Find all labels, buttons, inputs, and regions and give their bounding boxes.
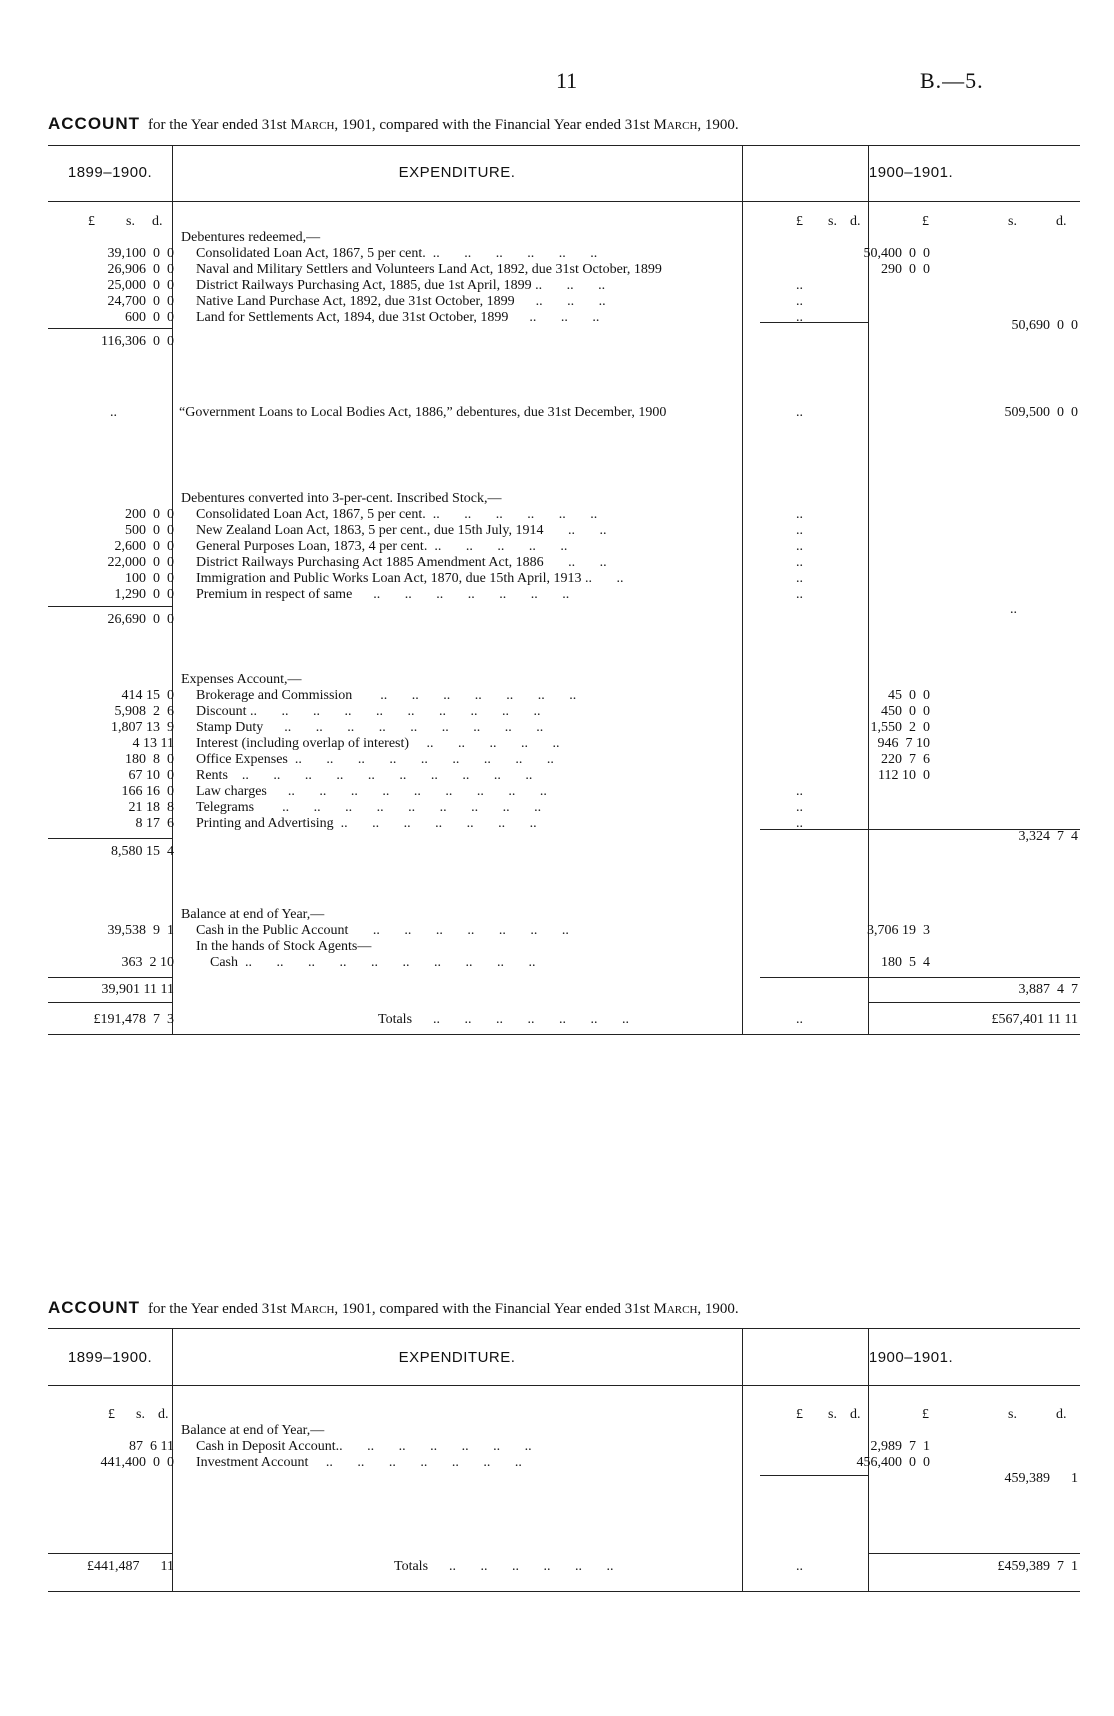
prev-amount: 26,906 0 0	[107, 262, 174, 277]
row-description: District Railways Purchasing Act, 1885, due 1st April, 1899 .. .. ..	[196, 278, 606, 293]
table-row	[48, 587, 1080, 603]
subtotal-row	[48, 318, 1080, 334]
curr-amount: ..	[796, 405, 803, 420]
prev-amount: 200 0 0	[125, 507, 174, 522]
account-table	[48, 145, 1080, 1035]
unit-pence: d.	[850, 1407, 861, 1422]
prev-amount: 25,000 0 0	[107, 278, 174, 293]
curr-amount: ..	[796, 1012, 803, 1027]
table-row	[48, 736, 1080, 752]
subtotal-rule	[48, 977, 172, 978]
prev-amount: 600 0 0	[125, 310, 174, 325]
section-heading	[48, 1423, 1080, 1439]
section-heading-text: Balance at end of Year,—	[181, 1423, 325, 1438]
account-title	[48, 1298, 739, 1318]
curr-amount: ..	[796, 278, 803, 293]
table-row	[48, 539, 1080, 555]
prev-amount: 1,807 13 9	[111, 720, 174, 735]
section-heading-text: Balance at end of Year,—	[181, 907, 325, 922]
unit-shilling: s.	[1008, 214, 1017, 229]
header-rule	[48, 201, 1080, 202]
table-row	[48, 939, 1080, 955]
table-row	[48, 784, 1080, 800]
title-text: for the Year ended 31st	[148, 1301, 291, 1317]
prev-amount: 441,400 0 0	[100, 1455, 174, 1470]
curr-amount: 2,989 7 1	[870, 1439, 930, 1454]
section-heading	[48, 491, 1080, 507]
table-row	[48, 262, 1080, 278]
row-description: Investment Account .. .. .. .. .. .. ..	[196, 1455, 522, 1470]
prev-amount: 4 13 11	[132, 736, 174, 751]
table-row	[48, 246, 1080, 262]
row-description: Consolidated Loan Act, 1867, 5 per cent. .. .. .. .. .. ..	[196, 246, 598, 261]
curr-subtotal: ..	[1010, 602, 1017, 617]
prev-amount: 67 10 0	[128, 768, 174, 783]
curr-amount: ..	[796, 555, 803, 570]
totals-label: Totals .. .. .. .. .. ..	[394, 1559, 614, 1574]
unit-shilling: s.	[136, 1407, 145, 1422]
curr-amount: ..	[796, 1559, 803, 1574]
row-description: Consolidated Loan Act, 1867, 5 per cent. .. .. .. .. .. ..	[196, 507, 598, 522]
prev-subtotal: 116,306 0 0	[101, 334, 174, 349]
page-reference: B.—5.	[920, 68, 984, 93]
curr-amount: ..	[796, 571, 803, 586]
column-header-curr: 1900–1901.	[868, 164, 954, 181]
curr-amount: ..	[796, 310, 803, 325]
curr-amount: 1,550 2 0	[870, 720, 930, 735]
account-table	[48, 1328, 1080, 1592]
section-heading	[48, 907, 1080, 923]
unit-pound: £	[796, 1407, 803, 1422]
totals-row	[48, 1559, 1080, 1575]
subtotal-row	[48, 829, 1080, 845]
totals-rule	[48, 1002, 172, 1003]
unit-pence: d.	[850, 214, 861, 229]
row-description: Printing and Advertising .. .. .. .. .. .. ..	[196, 816, 537, 831]
curr-amount: ..	[796, 523, 803, 538]
unit-pence: d.	[158, 1407, 169, 1422]
curr-grand-total: £567,401 11 11	[991, 1012, 1078, 1027]
row-description: Telegrams .. .. .. .. .. .. .. .. ..	[196, 800, 542, 815]
curr-amount: 50,400 0 0	[863, 246, 930, 261]
table-row	[48, 555, 1080, 571]
row-description: Native Land Purchase Act, 1892, due 31st October, 1899 .. .. ..	[196, 294, 606, 309]
totals-rule	[48, 1553, 172, 1554]
prev-amount: 5,908 2 6	[114, 704, 174, 719]
table-row	[48, 752, 1080, 768]
subtotal-row	[48, 1471, 1080, 1487]
curr-amount: 290 0 0	[881, 262, 930, 277]
table-row	[48, 955, 1080, 971]
prev-subtotal: 8,580 15 4	[111, 844, 174, 859]
unit-shilling: s.	[828, 1407, 837, 1422]
header-rule	[48, 1385, 1080, 1386]
curr-amount: ..	[796, 816, 803, 831]
curr-subtotal: 3,887 4 7	[1018, 982, 1078, 997]
title-text: , 1901, compared with the Financial Year ended 31st	[334, 117, 654, 133]
title-lead: ACCOUNT	[48, 1298, 140, 1317]
curr-subtotal: 459,389 1	[1004, 1471, 1078, 1486]
prev-amount: 21 18 8	[128, 800, 174, 815]
row-description: Stamp Duty .. .. .. .. .. .. .. .. ..	[196, 720, 544, 735]
table-row	[48, 704, 1080, 720]
curr-amount: 220 7 6	[881, 752, 930, 767]
title-month: March	[290, 117, 335, 133]
table-row	[48, 523, 1080, 539]
subtotal-row	[48, 334, 1080, 350]
prev-amount: 500 0 0	[125, 523, 174, 538]
title-lead: ACCOUNT	[48, 114, 140, 133]
curr-amount: ..	[796, 294, 803, 309]
section-heading-text: Debentures converted into 3-per-cent. Inscribed Stock,—	[181, 491, 502, 506]
curr-amount: 45 0 0	[888, 688, 930, 703]
prev-amount: 22,000 0 0	[107, 555, 174, 570]
column-header-curr: 1900–1901.	[868, 1349, 954, 1366]
table-row	[48, 571, 1080, 587]
subtotal-row	[48, 602, 1080, 618]
prev-amount: 414 15 0	[121, 688, 174, 703]
table-row	[48, 1439, 1080, 1455]
prev-amount: 24,700 0 0	[107, 294, 174, 309]
unit-shilling: s.	[828, 214, 837, 229]
curr-amount: 112 10 0	[878, 768, 930, 783]
column-header-prev: 1899–1900.	[67, 164, 153, 181]
prev-amount: 39,538 9 1	[107, 923, 174, 938]
unit-pence: d.	[152, 214, 163, 229]
title-month: March	[653, 117, 698, 133]
title-text: , 1901, compared with the Financial Year ended 31st	[334, 1301, 654, 1317]
totals-row	[48, 1012, 1080, 1028]
row-description: Rents .. .. .. .. .. .. .. .. .. ..	[196, 768, 533, 783]
prev-subtotal: 26,690 0 0	[107, 612, 174, 627]
prev-amount: 180 8 0	[125, 752, 174, 767]
curr-amount: ..	[796, 800, 803, 815]
curr-amount: 180 5 4	[881, 955, 930, 970]
row-description: “Government Loans to Local Bodies Act, 1886,” debentures, due 31st December, 1900	[179, 405, 667, 420]
curr-amount: 456,400 0 0	[856, 1455, 930, 1470]
row-description: In the hands of Stock Agents—	[196, 939, 372, 954]
title-text: , 1900.	[697, 117, 739, 133]
totals-rule	[868, 1553, 1080, 1554]
prev-subtotal: 39,901 11 11	[101, 982, 174, 997]
table-row	[48, 507, 1080, 523]
curr-subtotal: 509,500 0 0	[1004, 405, 1078, 420]
table-row	[48, 800, 1080, 816]
unit-pound: £	[88, 214, 95, 229]
table-row	[48, 405, 1080, 421]
column-header-expenditure: EXPENDITURE.	[398, 164, 516, 181]
section-heading	[48, 230, 1080, 246]
row-description: Land for Settlements Act, 1894, due 31st October, 1899 .. .. ..	[196, 310, 600, 325]
table-row	[48, 688, 1080, 704]
curr-amount: ..	[796, 784, 803, 799]
section-heading-text: Debentures redeemed,—	[181, 230, 321, 245]
curr-amount: 450 0 0	[881, 704, 930, 719]
subtotal-row	[48, 844, 1080, 860]
row-description: Interest (including overlap of interest) .. .. .. .. ..	[196, 736, 560, 751]
table-row	[48, 278, 1080, 294]
unit-pound: £	[922, 214, 929, 229]
table-row	[48, 1455, 1080, 1471]
prev-amount: 39,100 0 0	[107, 246, 174, 261]
section-heading	[48, 672, 1080, 688]
curr-amount: ..	[796, 587, 803, 602]
prev-amount: ..	[110, 405, 117, 420]
curr-amount: ..	[796, 507, 803, 522]
prev-grand-total: £191,478 7 3	[93, 1012, 174, 1027]
totals-label: Totals .. .. .. .. .. .. ..	[378, 1012, 630, 1027]
unit-pence: d.	[1056, 214, 1067, 229]
unit-pound: £	[108, 1407, 115, 1422]
prev-amount: 87 6 11	[129, 1439, 174, 1454]
prev-amount: 363 2 10	[121, 955, 174, 970]
row-description: New Zealand Loan Act, 1863, 5 per cent., due 15th July, 1914 .. ..	[196, 523, 607, 538]
row-description: Discount .. .. .. .. .. .. .. .. .. ..	[196, 704, 541, 719]
table-row	[48, 923, 1080, 939]
prev-amount: 2,600 0 0	[114, 539, 174, 554]
row-description: General Purposes Loan, 1873, 4 per cent. .. .. .. .. ..	[196, 539, 568, 554]
title-month: March	[653, 1301, 698, 1317]
curr-amount: 3,706 19 3	[867, 923, 930, 938]
subtotal-rule	[760, 977, 1080, 978]
prev-amount: 1,290 0 0	[114, 587, 174, 602]
prev-amount: 166 16 0	[121, 784, 174, 799]
title-month: March	[290, 1301, 335, 1317]
page-header	[0, 68, 1114, 96]
row-description: Cash in Deposit Account.. .. .. .. .. .. ..	[196, 1439, 532, 1454]
prev-grand-total: £441,487 11	[87, 1559, 174, 1574]
row-description: Immigration and Public Works Loan Act, 1870, due 15th April, 1913 .. ..	[196, 571, 624, 586]
curr-subtotal: 3,324 7 4	[1018, 829, 1078, 844]
row-description: Naval and Military Settlers and Volunteers Land Act, 1892, due 31st October, 1899	[196, 262, 662, 277]
table-row	[48, 294, 1080, 310]
column-header-expenditure: EXPENDITURE.	[398, 1349, 516, 1366]
unit-pound: £	[922, 1407, 929, 1422]
unit-shilling: s.	[1008, 1407, 1017, 1422]
prev-amount: 8 17 6	[135, 816, 174, 831]
column-header-prev: 1899–1900.	[67, 1349, 153, 1366]
unit-shilling: s.	[126, 214, 135, 229]
curr-amount: 946 7 10	[877, 736, 930, 751]
page-number: 11	[556, 68, 578, 93]
table-row	[48, 768, 1080, 784]
totals-rule	[868, 1002, 1080, 1003]
curr-subtotal: 50,690 0 0	[1011, 318, 1078, 333]
account-title	[48, 114, 739, 134]
row-description: District Railways Purchasing Act 1885 Amendment Act, 1886 .. ..	[196, 555, 607, 570]
unit-pence: d.	[1056, 1407, 1067, 1422]
row-description: Brokerage and Commission .. .. .. .. .. .. ..	[196, 688, 577, 703]
prev-amount: 100 0 0	[125, 571, 174, 586]
title-text: for the Year ended 31st	[148, 117, 291, 133]
row-description: Cash in the Public Account .. .. .. .. .. .. ..	[196, 923, 569, 938]
subtotal-row	[48, 982, 1080, 998]
row-description: Law charges .. .. .. .. .. .. .. .. ..	[196, 784, 547, 799]
table-row	[48, 720, 1080, 736]
curr-grand-total: £459,389 7 1	[997, 1559, 1078, 1574]
curr-amount: ..	[796, 539, 803, 554]
title-text: , 1900.	[697, 1301, 739, 1317]
row-description: Premium in respect of same .. .. .. .. .. .. ..	[196, 587, 570, 602]
section-heading-text: Expenses Account,—	[181, 672, 302, 687]
row-description: Office Expenses .. .. .. .. .. .. .. .. ..	[196, 752, 554, 767]
unit-pound: £	[796, 214, 803, 229]
row-description: Cash .. .. .. .. .. .. .. .. .. ..	[196, 955, 536, 970]
